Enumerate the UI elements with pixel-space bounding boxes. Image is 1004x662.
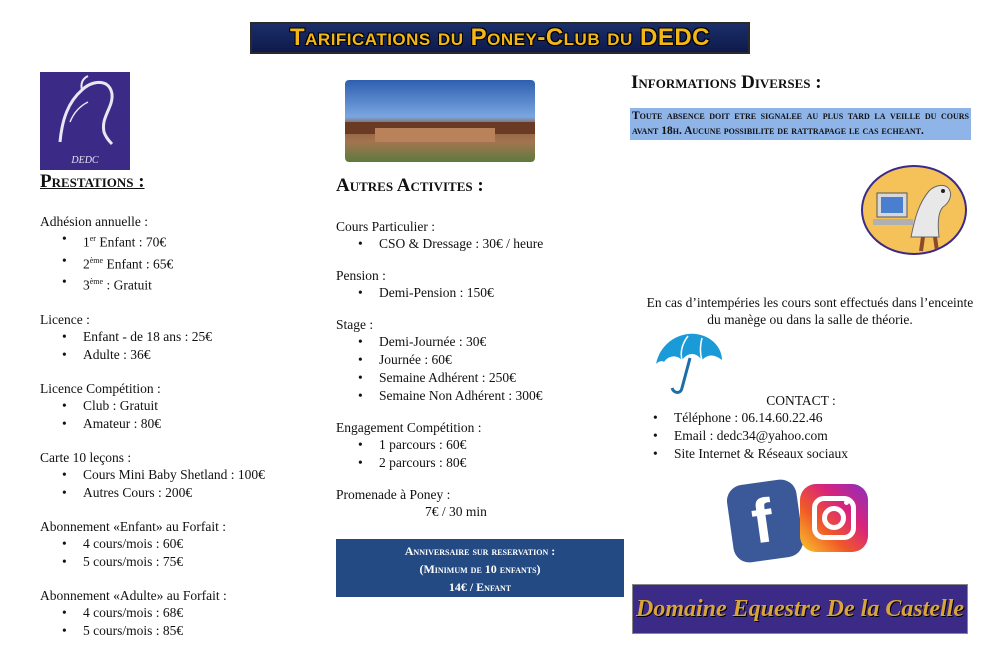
list-item: • Journée : 60€ (379, 351, 626, 369)
list-item: • CSO & Dressage : 30€ / heure (379, 235, 626, 253)
group-label: Engagement Compétition : (336, 420, 482, 435)
anniversaire-line: (Minimum de 10 enfants) (419, 562, 541, 576)
domain-name: Domaine Equestre De la Castelle (636, 595, 964, 622)
list-item: • Demi-Journée : 30€ (379, 333, 626, 351)
horse-computer-image (861, 165, 967, 255)
list-item: • Autres Cours : 200€ (83, 484, 320, 502)
group-label: Licence Compétition : (40, 380, 161, 396)
facebook-icon[interactable] (725, 478, 805, 565)
group-label: Abonnement «Enfant» au Forfait : (40, 518, 226, 534)
list-item: • 5 cours/mois : 75€ (83, 553, 320, 571)
prestation-group (40, 449, 320, 502)
list-item: • 5 cours/mois : 85€ (83, 622, 320, 640)
list-item: • Semaine Non Adhérent : 300€ (379, 387, 626, 405)
infos-heading: Informations Diverses : (631, 72, 822, 93)
prestation-group (40, 587, 320, 640)
autres-list (336, 218, 626, 535)
umbrella-image (652, 330, 726, 400)
prestations-list (40, 213, 320, 656)
list-item: • 1 parcours : 60€ (379, 436, 626, 454)
list-item: • 2ème Enfant : 65€ (83, 252, 320, 274)
domain-banner (632, 584, 968, 634)
group-label: Abonnement «Adulte» au Forfait : (40, 587, 227, 603)
group-label: Stage : (336, 317, 374, 332)
activity-group (336, 419, 626, 472)
list-item: • Adulte : 36€ (83, 346, 320, 364)
title-banner (250, 22, 750, 54)
facebook-glyph: f (747, 486, 778, 558)
contact-email[interactable]: • Email : dedc34@yahoo.com (674, 427, 981, 445)
list-item: • 4 cours/mois : 60€ (83, 535, 320, 553)
anniversaire-line: 14€ / Enfant (448, 580, 512, 594)
list-item: • 4 cours/mois : 68€ (83, 604, 320, 622)
horse-at-computer-icon (863, 167, 965, 253)
group-label: Pension : (336, 268, 386, 283)
arena-photo (345, 80, 535, 162)
group-label: Promenade à Poney : (336, 487, 451, 502)
prestation-group (40, 380, 320, 433)
list-item: • Club : Gratuit (83, 397, 320, 415)
promenade-price: 7€ / 30 min (425, 504, 487, 519)
group-label: Carte 10 leçons : (40, 449, 132, 465)
prestation-group (40, 213, 320, 295)
page-title: Tarifications du Poney-Club du DEDC (289, 24, 710, 51)
list-item: • Cours Mini Baby Shetland : 100€ (83, 466, 320, 484)
list-item: • Enfant - de 18 ans : 25€ (83, 328, 320, 346)
list-item: • 1er Enfant : 70€ (83, 230, 320, 252)
weather-note: En cas d’intempéries les cours sont effectués dans l’enceinte du manège ou dans la salle de théorie. (646, 295, 974, 327)
list-item: • 3ème : Gratuit (83, 273, 320, 295)
prestation-group (40, 311, 320, 364)
contact-web: • Site Internet & Réseaux sociaux (674, 445, 981, 463)
dedc-logo (40, 72, 130, 170)
contact-phone: • Téléphone : 06.14.60.22.46 (674, 409, 981, 427)
horse-head-icon (40, 72, 130, 152)
logo-text: DEDC (71, 155, 99, 166)
group-label: Cours Particulier : (336, 219, 435, 234)
umbrella-icon (652, 330, 726, 400)
anniversaire-box (336, 539, 624, 597)
prestations-heading: Prestations : (40, 171, 145, 192)
contact-label: CONTACT : (766, 393, 836, 408)
activity-group (336, 486, 626, 521)
anniversaire-line: Anniversaire sur reservation : (404, 544, 556, 558)
arena-building (375, 128, 495, 142)
activity-group (336, 316, 626, 405)
activity-group (336, 218, 626, 253)
contact-block (651, 392, 981, 463)
prestation-group (40, 518, 320, 571)
list-item: • 2 parcours : 80€ (379, 454, 626, 472)
group-label: Adhésion annuelle : (40, 214, 148, 229)
list-item: • Amateur : 80€ (83, 415, 320, 433)
absence-notice: Toute absence doit etre signalee au plus tard la veille du cours avant 18h. Aucune possibilite de rattrapage le cas echeant. (630, 108, 971, 140)
autres-heading: Autres Activites : (336, 175, 484, 196)
activity-group (336, 267, 626, 302)
list-item: • Demi-Pension : 150€ (379, 284, 626, 302)
instagram-icon[interactable] (800, 484, 868, 552)
list-item: • Semaine Adhérent : 250€ (379, 369, 626, 387)
group-label: Licence : (40, 311, 90, 327)
